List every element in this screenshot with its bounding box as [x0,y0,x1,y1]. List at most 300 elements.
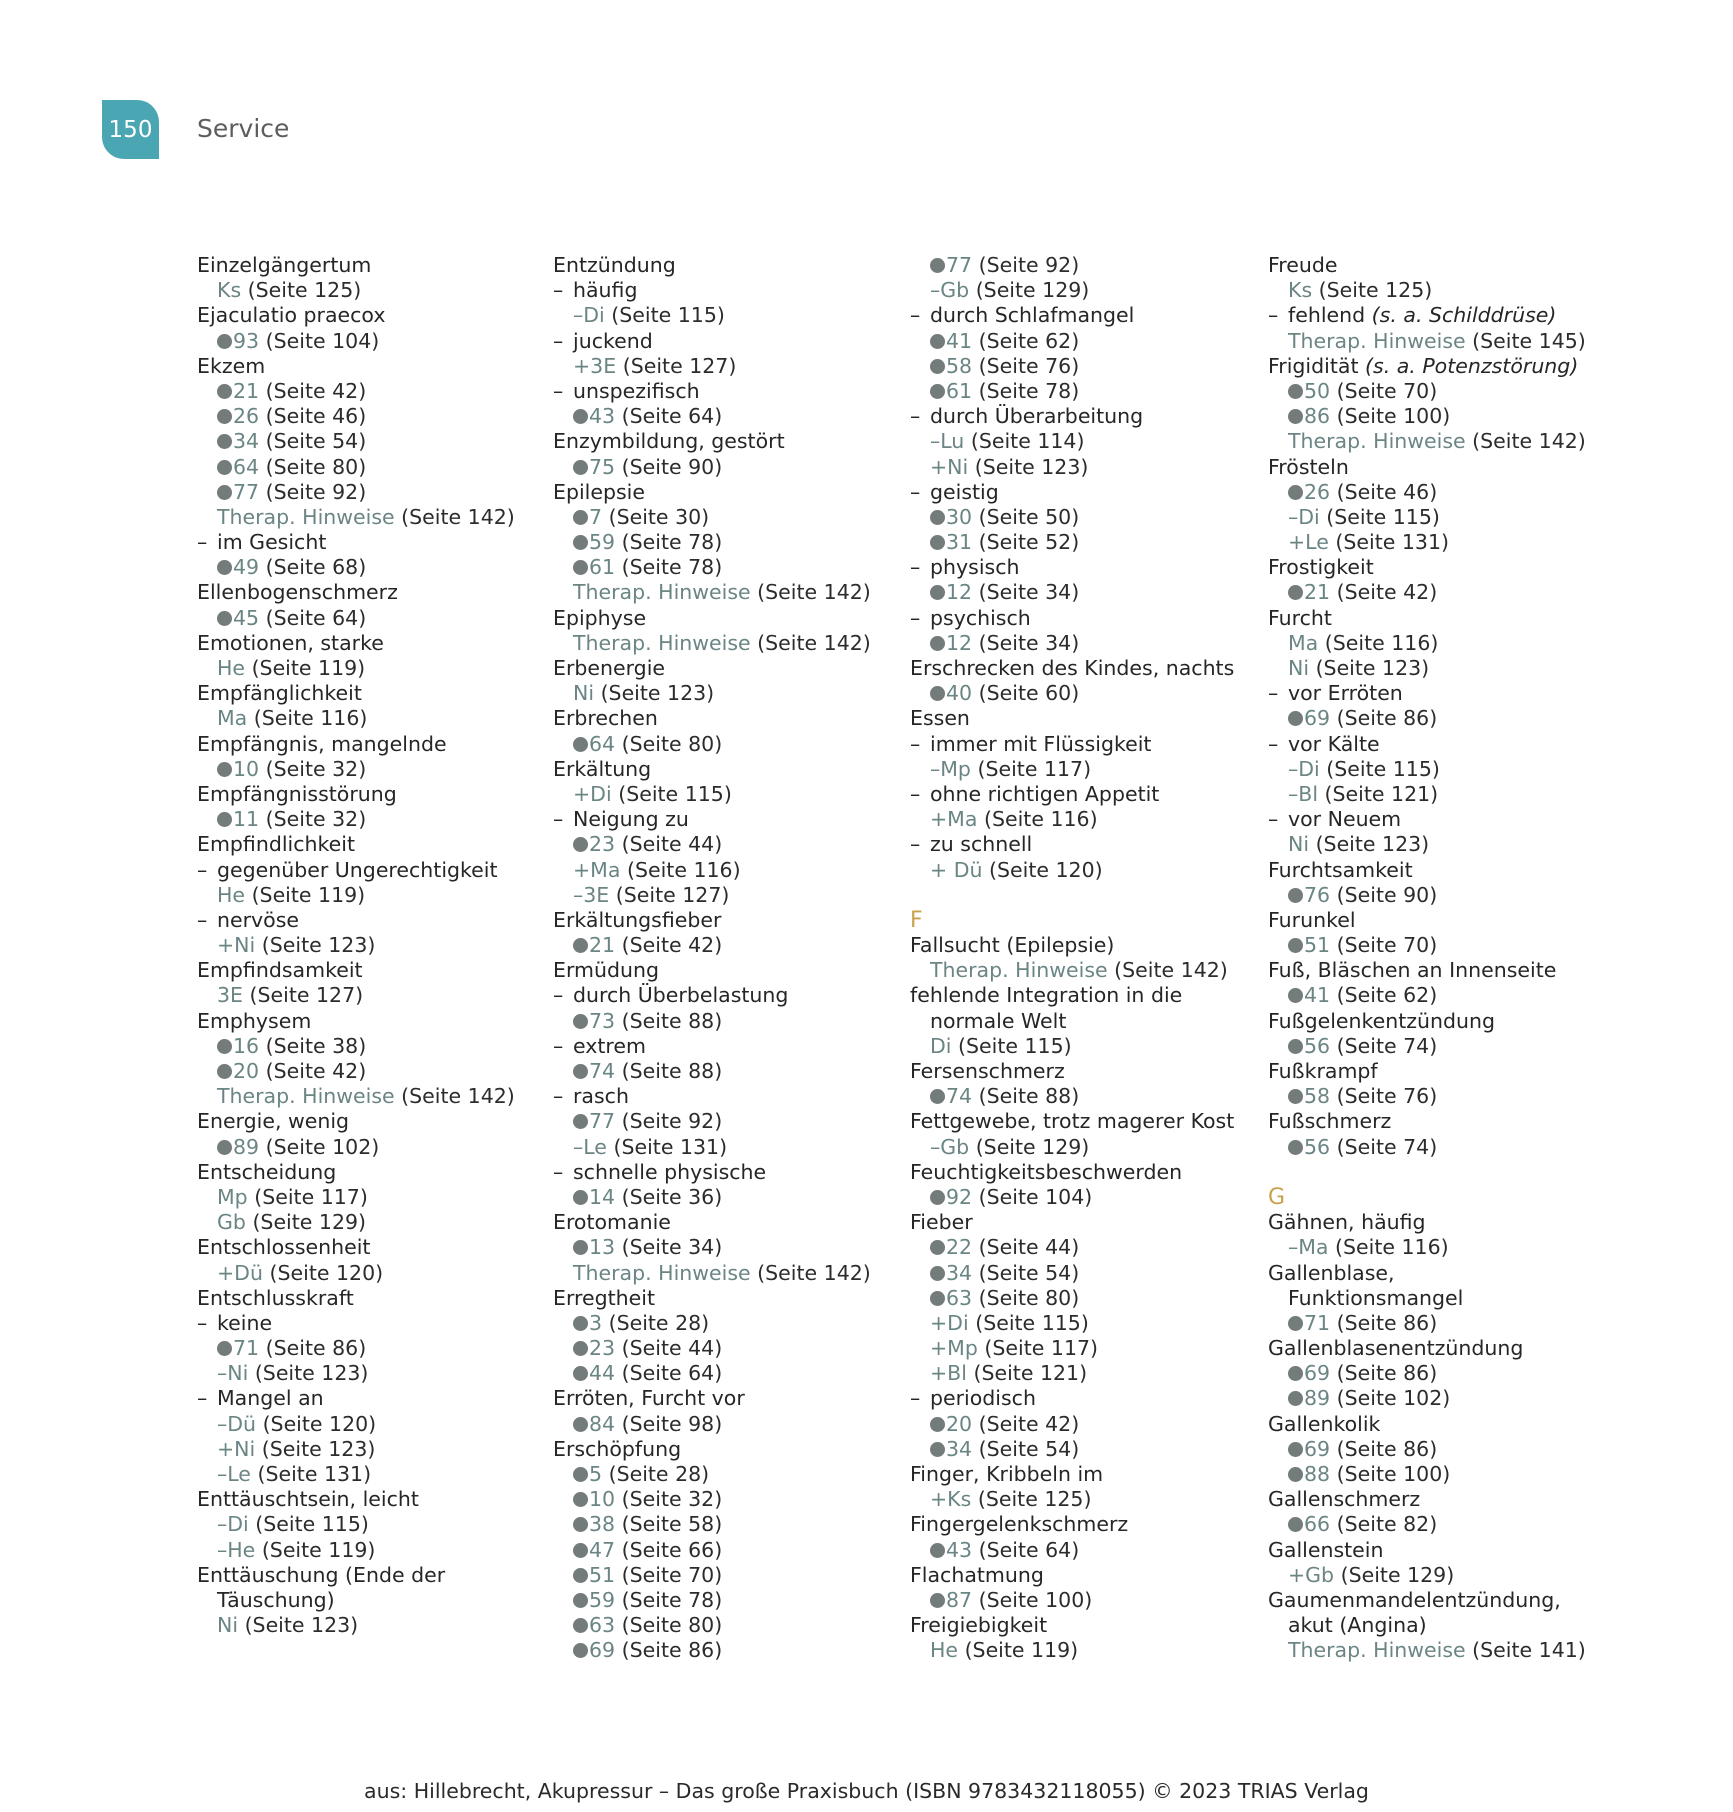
page-reference: (Seite 123) [254,1361,369,1386]
reference-code: 41 [946,328,973,353]
page-reference: (Seite 142) [757,630,871,655]
page-reference: (Seite 141) [1472,1638,1586,1663]
reference-line [197,329,552,354]
point-dot-icon [930,258,945,273]
entry-term: Epiphyse [553,605,647,630]
page-reference: (Seite 123) [1315,656,1430,680]
page-reference: (Seite 145) [1472,328,1586,353]
reference-code: 13 [589,1235,616,1260]
page-reference: (Seite 100) [978,1587,1093,1612]
entry-term: Fingergelenkschmerz [910,1512,1129,1537]
reference-code: Therap. Hinweise [573,580,751,605]
sub-entry [197,858,552,883]
entry-term: Gallenkolik [1268,1411,1381,1436]
point-dot-icon [573,510,588,525]
reference-code: 89 [233,1134,260,1159]
point-dot-icon [217,434,232,449]
page-reference: (Seite 119) [251,656,366,680]
entry-term: Erröten, Furcht vor [553,1386,745,1411]
page-reference: (Seite 86) [1336,1310,1438,1335]
index-column-3 [910,253,1265,1664]
dash: – [553,983,564,1008]
entry-term: Enttäuschtsein, leicht [197,1487,419,1512]
point-dot-icon [573,1618,588,1633]
reference-code: 23 [589,832,616,857]
reference-line [1268,832,1623,857]
page-reference: (Seite 88) [621,1008,723,1033]
reference-line [1268,379,1623,404]
page-reference: (Seite 32) [265,807,367,832]
entry-term: Gallenschmerz [1268,1487,1421,1512]
reference-line [1268,883,1623,908]
index-entry [197,580,552,605]
point-dot-icon [1288,384,1303,399]
entry-term: Freigiebigkeit [910,1613,1048,1638]
reference-code: 38 [589,1512,616,1537]
entry-term: Frösteln [1268,454,1349,479]
reference-line [553,1487,908,1512]
point-dot-icon [573,1492,588,1507]
entry-term: Erotomanie [553,1210,671,1235]
page-reference: (Seite 119) [251,882,366,907]
page-reference: (Seite 28) [608,1462,710,1486]
page-reference: (Seite 88) [621,1059,723,1083]
page-reference: (Seite 116) [626,857,741,882]
reference-code: 21 [233,378,260,403]
reference-line [197,555,552,580]
page-reference: (Seite 70) [621,1562,723,1587]
reference-line [197,1412,552,1437]
page-reference: (Seite 44) [621,832,723,857]
sub-entry [197,1311,552,1336]
reference-code: 63 [946,1285,973,1310]
reference-line [553,1235,908,1260]
page-reference: (Seite 117) [977,756,1092,781]
page-reference: (Seite 116) [983,807,1098,832]
dash: – [553,1159,564,1184]
reference-code: + Dü [930,857,983,882]
index-entry [197,1563,552,1588]
page-reference: (Seite 131) [257,1462,372,1486]
reference-line [1268,1135,1623,1160]
reference-line [553,1538,908,1563]
page-reference: (Seite 104) [978,1184,1093,1209]
reference-line [910,1261,1265,1286]
entry-term: Empfindlichkeit [197,832,355,857]
reference-line [1268,1437,1623,1462]
page-reference: (Seite 127) [622,353,737,378]
index-entry [553,757,908,782]
index-entry [197,732,552,757]
reference-code: 69 [1304,706,1331,731]
page-reference: (Seite 142) [757,580,871,605]
sub-entry [553,1034,908,1059]
dash: – [910,555,921,580]
page-reference: (Seite 117) [984,1336,1099,1361]
page-reference: (Seite 102) [265,1134,380,1159]
index-entry [197,681,552,706]
sub-entry-term: vor Kälte [1288,731,1380,756]
page-reference: (Seite 90) [1336,882,1438,907]
reference-line [197,1084,552,1109]
page-reference: (Seite 34) [978,580,1080,605]
page-reference: (Seite 64) [621,1361,723,1386]
reference-line [910,1487,1265,1512]
index-entry [1268,1261,1623,1286]
dash: – [910,303,921,328]
reference-code: 71 [233,1336,260,1361]
reference-code: –He [217,1537,256,1562]
point-dot-icon [217,812,232,827]
reference-code: Ks [217,278,242,303]
reference-line [1268,580,1623,605]
reference-line [1268,1311,1623,1336]
index-column-1 [197,253,552,1638]
point-dot-icon [573,1190,588,1205]
reference-line [910,1538,1265,1563]
reference-code: +Ni [217,933,256,958]
point-dot-icon [930,585,945,600]
reference-code: 76 [1304,882,1331,907]
page-reference: (Seite 92) [621,1109,723,1134]
reference-line [910,329,1265,354]
dash: – [910,479,921,504]
point-dot-icon [1288,888,1303,903]
entry-term: Einzelgängertum [197,253,372,277]
reference-code: Di [930,1033,952,1058]
index-entry [1268,1487,1623,1512]
page-reference: (Seite 116) [253,706,368,731]
page-reference: (Seite 131) [613,1134,728,1159]
reference-line [1268,1512,1623,1537]
reference-code: 87 [946,1587,973,1612]
reference-line [910,1437,1265,1462]
sub-entry [1268,807,1623,832]
page-reference: (Seite 131) [1335,530,1450,555]
reference-line [553,1311,908,1336]
dash: – [553,278,564,303]
reference-code: 5 [589,1462,603,1486]
index-entry [553,606,908,631]
reference-code: He [930,1638,959,1663]
sub-entry-term: gegenüber Ungerechtigkeit [217,857,498,882]
reference-code: +Ni [930,454,969,479]
entry-term: Frostigkeit [1268,555,1374,580]
entry-term: Gallenblasenentzündung [1268,1336,1524,1361]
entry-term: Furcht [1268,605,1332,630]
reference-code: 86 [1304,404,1331,429]
reference-line [910,681,1265,706]
sub-entry-term: immer mit Flüssigkeit [930,731,1152,756]
point-dot-icon [1288,1467,1303,1482]
page-reference: (Seite 129) [252,1210,367,1235]
sub-entry [197,908,552,933]
section-title: Service [197,114,290,143]
point-dot-icon [1288,485,1303,500]
page-reference: (Seite 86) [265,1336,367,1361]
reference-code: 58 [946,353,973,378]
reference-line [197,606,552,631]
page-reference: (Seite 32) [621,1487,723,1512]
entry-term: Fallsucht (Epilepsie) [910,933,1115,958]
sub-entry-term: fehlend [1288,303,1366,328]
reference-code: Therap. Hinweise [573,1260,751,1285]
point-dot-icon [1288,585,1303,600]
index-entry [1268,253,1623,278]
page-reference: (Seite 42) [978,1411,1080,1436]
point-dot-icon [573,409,588,424]
page-reference: (Seite 70) [1336,933,1438,958]
point-dot-icon [573,1643,588,1658]
reference-line [197,1512,552,1537]
page-reference: (Seite 115) [958,1033,1072,1058]
page-reference: (Seite 142) [1114,958,1228,983]
dash: – [197,857,208,882]
dash: – [910,781,921,806]
letter-heading: F [910,907,923,933]
reference-line [910,1286,1265,1311]
reference-line [197,1185,552,1210]
sub-entry [197,1386,552,1411]
reference-line [1268,1361,1623,1386]
reference-line [910,580,1265,605]
reference-code: –Di [1288,504,1320,529]
index-column-2 [553,253,908,1664]
sub-entry [553,983,908,1008]
reference-code: 10 [589,1487,616,1512]
sub-entry-term: unspezifisch [573,378,700,403]
point-dot-icon [217,762,232,777]
entry-term: Flachatmung [910,1562,1044,1587]
entry-term: Fußschmerz [1268,1109,1392,1134]
reference-code: Therap. Hinweise [1288,1638,1466,1663]
point-dot-icon [930,1442,945,1457]
reference-code: 51 [589,1562,616,1587]
entry-note: (s. a. Schilddrüse) [1371,303,1557,328]
point-dot-icon [930,1190,945,1205]
reference-code: 34 [946,1436,973,1461]
page-reference: (Seite 78) [621,530,723,555]
sub-entry-term: periodisch [930,1386,1036,1411]
entry-term: Empfängnisstörung [197,781,397,806]
reference-code: 20 [946,1411,973,1436]
reference-code: 63 [589,1613,616,1638]
page-reference: (Seite 44) [621,1336,723,1361]
reference-code: 21 [1304,580,1331,605]
point-dot-icon [1288,1442,1303,1457]
reference-code: Ni [217,1613,239,1638]
reference-line [553,530,908,555]
reference-line [1268,1386,1623,1411]
sub-entry-term: häufig [573,278,638,303]
reference-code: 30 [946,504,973,529]
reference-line [553,883,908,908]
page-reference: (Seite 80) [621,1613,723,1638]
entry-term: Fuß, Bläschen an Innenseite [1268,958,1557,983]
reference-code: 84 [589,1411,616,1436]
point-dot-icon [573,1366,588,1381]
reference-line [910,958,1265,983]
index-entry [1268,908,1623,933]
reference-code: 64 [589,731,616,756]
reference-line [1268,706,1623,731]
reference-line [910,379,1265,404]
index-entry [910,983,1265,1008]
reference-code: 3 [589,1310,603,1335]
page-reference: (Seite 90) [621,454,723,479]
reference-code: 23 [589,1336,616,1361]
page-reference: (Seite 116) [1324,630,1439,655]
page-reference: (Seite 92) [265,479,367,504]
reference-code: –Bl [1288,781,1319,806]
reference-line [197,1361,552,1386]
entry-term: Ermüdung [553,958,659,983]
index-entry [197,1235,552,1260]
reference-code: 16 [233,1033,260,1058]
reference-line [910,1034,1265,1059]
dash: – [1268,807,1279,832]
page-reference: (Seite 76) [1336,1084,1438,1109]
reference-code: 51 [1304,933,1331,958]
index-entry [910,1563,1265,1588]
sub-entry-term: nervöse [217,907,299,932]
reference-code: 26 [1304,479,1331,504]
sub-entry [1268,681,1623,706]
page-reference: (Seite 120) [989,857,1103,882]
reference-line [197,1034,552,1059]
sub-entry-term: psychisch [930,605,1031,630]
reference-code: +Le [1288,530,1329,555]
sub-entry [553,278,908,303]
dash: – [910,832,921,857]
reference-line [1268,782,1623,807]
dash: – [1268,303,1279,328]
reference-code: 59 [589,1587,616,1612]
point-dot-icon [573,737,588,752]
reference-line [553,303,908,328]
reference-line [553,404,908,429]
index-entry [1268,1588,1623,1613]
reference-line [553,1361,908,1386]
sub-entry-term: keine [217,1310,273,1335]
reference-line [910,455,1265,480]
point-dot-icon [573,1014,588,1029]
entry-term: Empfängnis, mangelnde [197,731,447,756]
entry-term: fehlende Integration in die [910,983,1183,1008]
reference-line [910,278,1265,303]
reference-line [910,1311,1265,1336]
point-dot-icon [930,384,945,399]
index-entry [197,303,552,328]
reference-code: Ks [1288,278,1313,303]
reference-line [197,379,552,404]
reference-line [197,1059,552,1084]
index-entry [1268,1210,1623,1235]
reference-line [1268,329,1623,354]
reference-line [553,1613,908,1638]
index-entry [1268,555,1623,580]
page-reference: (Seite 123) [261,933,376,958]
reference-line [1268,631,1623,656]
point-dot-icon [930,359,945,374]
entry-term: Ellenbogenschmerz [197,580,398,605]
reference-code: 56 [1304,1033,1331,1058]
page-reference: (Seite 123) [974,454,1089,479]
reference-code: 41 [1304,983,1331,1008]
index-entry [197,1487,552,1512]
reference-line [197,1538,552,1563]
reference-code: Mp [217,1184,248,1209]
reference-code: –Di [217,1512,249,1537]
index-entry [910,1512,1265,1537]
page-reference: (Seite 119) [964,1638,1079,1663]
index-entry [1268,1009,1623,1034]
index-entry [1268,1109,1623,1134]
page-reference: (Seite 125) [247,278,362,303]
reference-code: Therap. Hinweise [217,1084,395,1109]
reference-line [910,757,1265,782]
point-dot-icon [930,535,945,550]
reference-code: 34 [946,1260,973,1285]
dash: – [1268,731,1279,756]
reference-line [1268,505,1623,530]
reference-line [553,1512,908,1537]
point-dot-icon [217,611,232,626]
point-dot-icon [573,1568,588,1583]
index-entry [910,1109,1265,1134]
index-entry [910,1059,1265,1084]
page-reference: (Seite 80) [265,454,367,479]
reference-code: He [217,656,246,680]
reference-line [197,278,552,303]
index-entry [910,1160,1265,1185]
page-reference: (Seite 142) [757,1260,871,1285]
reference-code: –Ma [1288,1235,1329,1260]
page-reference: (Seite 115) [975,1310,1089,1335]
index-entry [553,908,908,933]
entry-term: Emphysem [197,1008,312,1033]
entry-term: Erregtheit [553,1285,655,1310]
reference-code: 44 [589,1361,616,1386]
sub-entry-term: geistig [930,479,999,504]
reference-code: Therap. Hinweise [930,958,1108,983]
reference-line [910,253,1265,278]
entry-continuation: akut (Angina) [1288,1613,1427,1638]
sub-entry [553,329,908,354]
page-reference: (Seite 42) [1336,580,1438,605]
reference-code: –Le [573,1134,607,1159]
letter-heading: G [1268,1184,1286,1210]
sub-entry-term: juckend [573,328,653,353]
reference-line [197,983,552,1008]
page-reference: (Seite 54) [978,1436,1080,1461]
index-entry [197,253,552,278]
point-dot-icon [1288,711,1303,726]
page-reference: (Seite 64) [621,404,723,429]
dash: – [1268,681,1279,706]
page-reference: (Seite 78) [621,555,723,580]
reference-code: Therap. Hinweise [1288,328,1466,353]
sub-entry-term: zu schnell [930,832,1033,857]
index-entry [1268,354,1623,379]
index-entry [910,933,1265,958]
dash: – [910,605,921,630]
reference-code: +3E [573,353,617,378]
point-dot-icon [930,1266,945,1281]
point-dot-icon [1288,1039,1303,1054]
point-dot-icon [573,1316,588,1331]
index-entry [553,656,908,681]
